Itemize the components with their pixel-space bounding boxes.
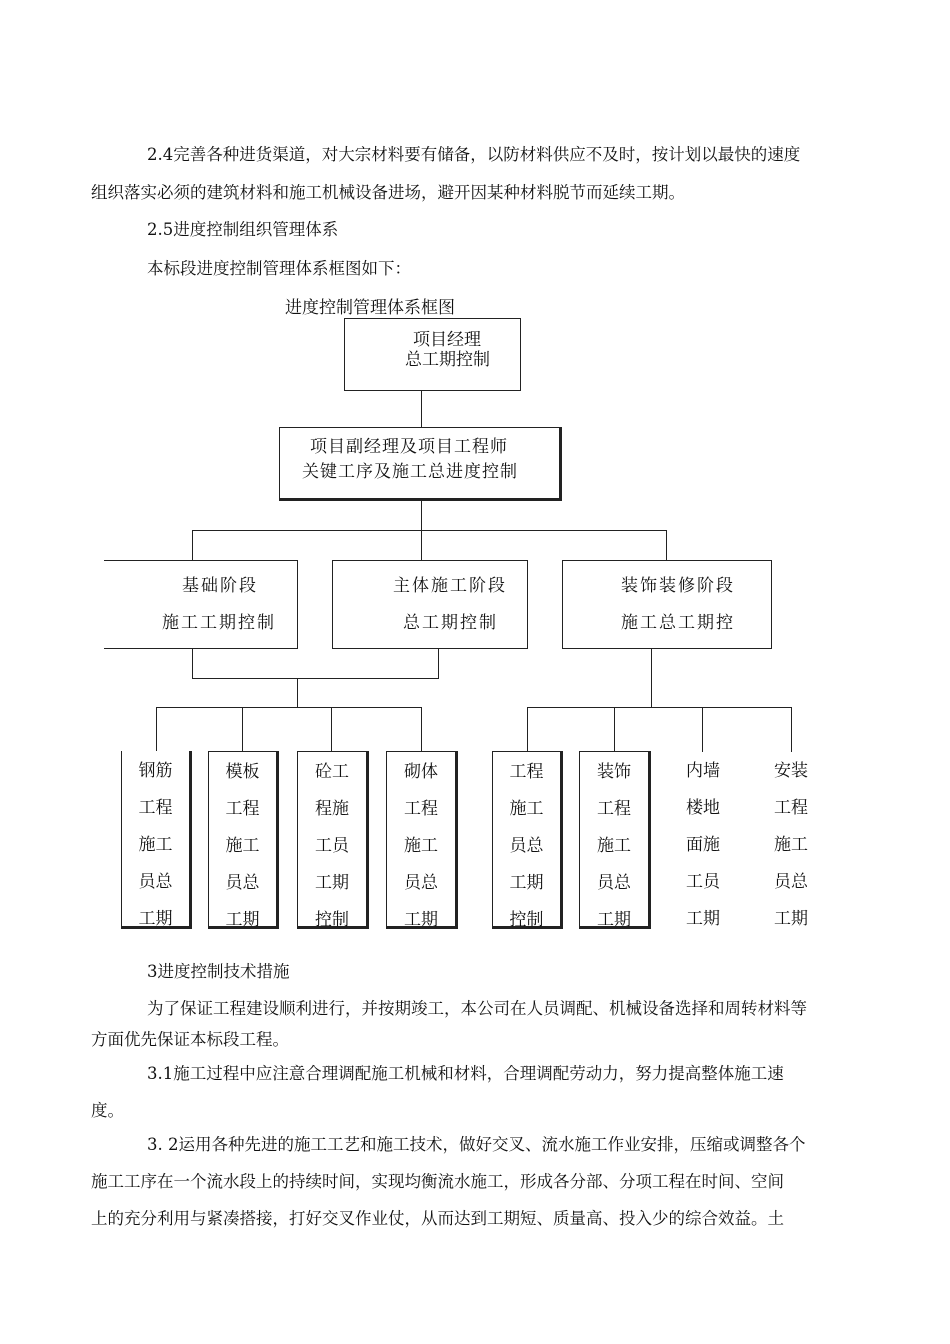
connector — [192, 678, 439, 679]
connector — [702, 707, 703, 752]
phase-box-decoration — [562, 560, 772, 649]
paragraph-3-line2: 方面优先保证本标段工程。 — [91, 1030, 289, 1049]
box-line: 总工期控制 — [403, 613, 498, 633]
leaf-text: 工程 — [225, 799, 260, 819]
leaf-box-masonry — [386, 751, 458, 929]
leaf-text: 钢筋 — [138, 761, 173, 781]
paragraph-3-line1: 为了保证工程建设顺利进行，并按期竣工，本公司在人员调配、机械设备选择和周转材料等 — [147, 999, 807, 1018]
leaf-text: 控制 — [315, 910, 349, 930]
leaf-text: 工期 — [315, 873, 349, 893]
leaf-text: 员总 — [597, 873, 631, 893]
leaf-text: 员总 — [225, 873, 260, 893]
paragraph-2-4-line2: 组织落实必须的建筑材料和施工机械设备进场，避开因某种材料脱节而延续工期。 — [91, 183, 685, 202]
leaf-box-engineering — [492, 751, 563, 929]
leaf-text: 工期 — [686, 909, 720, 929]
phase-box-foundation — [104, 560, 298, 649]
leaf-text: 施工 — [225, 836, 260, 856]
connector — [614, 707, 615, 752]
leaf-text: 员总 — [509, 836, 544, 856]
leaf-text: 工员 — [686, 872, 720, 892]
connector — [666, 530, 667, 561]
leaf-text: 砼工 — [315, 762, 349, 782]
leaf-text: 工期 — [225, 910, 260, 930]
box-line: 施工总工期控 — [621, 613, 735, 633]
leaf-box-decoration — [579, 751, 651, 929]
phase-box-main — [332, 560, 528, 649]
leaf-text: 工程 — [597, 799, 631, 819]
connector — [421, 707, 422, 752]
leaf-text: 工程 — [404, 799, 438, 819]
connector — [156, 707, 422, 708]
leaf-text: 砌体 — [404, 762, 438, 782]
leaf-text: 楼地 — [686, 798, 720, 818]
leaf-box-formwork — [208, 751, 279, 929]
leaf-box-rebar — [121, 751, 192, 929]
leaf-text: 工程 — [774, 798, 808, 818]
leaf-text: 工员 — [315, 836, 349, 856]
paragraph-3-1-line1: 3.1施工过程中应注意合理调配施工机械和材料，合理调配劳动力，努力提高整体施工速 — [147, 1064, 784, 1083]
heading-2-5: 2.5进度控制组织管理体系 — [147, 220, 339, 239]
project-manager-box — [344, 318, 521, 391]
leaf-text: 工期 — [509, 873, 544, 893]
leaf-text: 施工 — [597, 836, 631, 856]
connector — [527, 707, 528, 752]
leaf-text: 安装 — [774, 761, 808, 781]
box-line: 施工工期控制 — [162, 613, 276, 633]
leaf-text: 工期 — [138, 909, 173, 929]
connector — [421, 530, 422, 561]
paragraph-2-4-line1: 2.4完善各种进货渠道，对大宗材料要有储备，以防材料供应不及时，按计划以最快的速度 — [147, 145, 801, 164]
paragraph-3-2-line1: 3. 2运用各种先进的施工工艺和施工技术，做好交叉、流水施工作业安排，压缩或调整各个 — [147, 1135, 806, 1154]
connector — [192, 530, 667, 531]
leaf-text: 工程 — [138, 798, 173, 818]
leaf-text: 工期 — [597, 910, 631, 930]
leaf-text: 员总 — [404, 873, 438, 893]
leaf-text: 员总 — [138, 872, 173, 892]
leaf-installation — [755, 751, 827, 929]
connector — [527, 707, 792, 708]
leaf-text: 模板 — [225, 762, 260, 782]
connector — [297, 678, 298, 708]
connector — [156, 707, 157, 752]
connector — [331, 707, 332, 752]
leaf-text: 工期 — [404, 910, 438, 930]
box-line: 关键工序及施工总进度控制 — [302, 462, 518, 482]
heading-3: 3进度控制技术措施 — [147, 962, 290, 981]
leaf-text: 程施 — [315, 799, 349, 819]
box-line: 项目经理 — [413, 330, 481, 350]
leaf-text: 员总 — [774, 872, 808, 892]
paragraph-3-2-line2: 施工工序在一个流水段上的持续时间，实现均衡流水施工，形成各分部、分项工程在时间、空间 — [91, 1172, 784, 1191]
leaf-text: 施工 — [774, 835, 808, 855]
paragraph-3-2-line3: 上的充分利用与紧凑搭接，打好交叉作业仗，从而达到工期短、质量高、投入少的综合效益。土 — [91, 1209, 784, 1228]
leaf-text: 施工 — [138, 835, 173, 855]
connector — [791, 707, 792, 752]
connector — [192, 530, 193, 561]
box-line: 项目副经理及项目工程师 — [310, 437, 508, 457]
connector — [438, 648, 439, 678]
connector — [242, 707, 243, 752]
box-line: 装饰装修阶段 — [621, 576, 735, 596]
leaf-text: 装饰 — [597, 762, 631, 782]
leaf-interior-wall — [667, 751, 739, 929]
deputy-manager-box — [279, 427, 562, 501]
diagram-intro: 本标段进度控制管理体系框图如下： — [147, 259, 411, 278]
leaf-text: 工期 — [774, 909, 808, 929]
connector — [421, 500, 422, 530]
leaf-text: 施工 — [404, 836, 438, 856]
leaf-text: 施工 — [509, 799, 544, 819]
box-line: 主体施工阶段 — [393, 576, 507, 596]
connector — [651, 648, 652, 708]
leaf-text: 内墙 — [686, 761, 720, 781]
connector — [192, 648, 193, 678]
diagram-title: 进度控制管理体系框图 — [285, 298, 455, 318]
leaf-text: 面施 — [686, 835, 720, 855]
connector — [421, 390, 422, 428]
leaf-text: 工程 — [509, 762, 544, 782]
box-line: 基础阶段 — [182, 576, 258, 596]
leaf-box-concrete — [297, 751, 369, 929]
paragraph-3-1-line2: 度。 — [91, 1101, 124, 1120]
leaf-text: 控制 — [509, 910, 544, 930]
box-line: 总工期控制 — [405, 350, 490, 370]
